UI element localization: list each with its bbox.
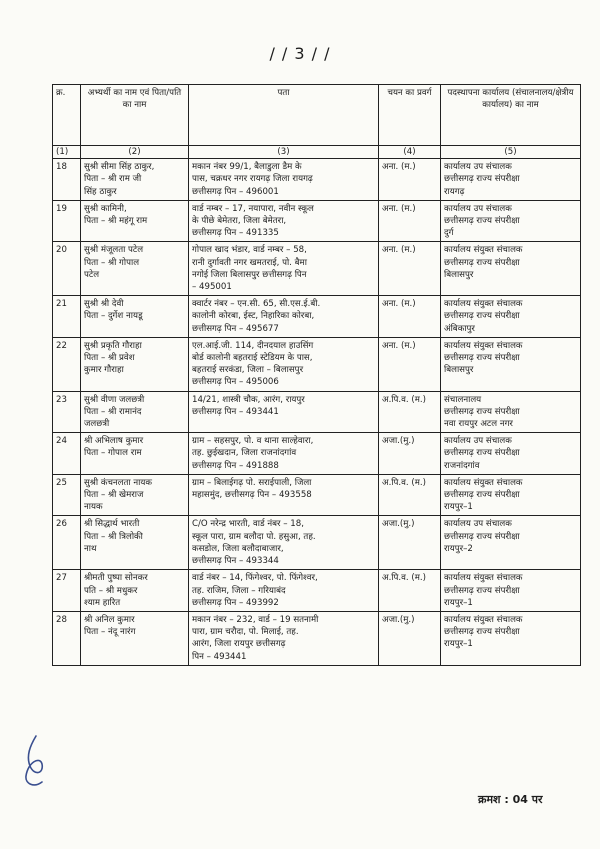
candidate-address: एल.आई.जी. 114, दीनदयाल हाउसिंग बोर्ड कालोनी बहतराई स्टेडियम के पास, बहतराई सरकंडा, जिला – बिलासपुर छत्तीसगढ़ पिन – 495006 — [189, 337, 379, 391]
candidate-name: सुश्री सीमा सिंह ठाकुर, पिता – श्री राम जी सिंह ठाकुर — [81, 159, 189, 201]
column-number-row — [53, 146, 581, 159]
candidate-name: श्री अभिलाष कुमार पिता – गोपाल राम — [81, 433, 189, 475]
candidate-address: वार्ड नंबर – 14, फिंगेश्वर, पो. फिंगेश्वर, तह. राजिम, जिला – गरियाबंद छत्तीसगढ़ पिन – 493992 — [189, 570, 379, 612]
candidate-name: श्री सिद्धार्थ भारती पिता – श्री त्रिलोकी नाथ — [81, 516, 189, 570]
row-sno: 22 — [53, 337, 81, 391]
posting-office: कार्यालय उप संचालक छत्तीसगढ़ राज्य संपरीक्षा रायगढ़ — [441, 159, 581, 201]
table-row — [53, 337, 581, 391]
table-row — [53, 200, 581, 242]
column-number: (4) — [379, 146, 441, 159]
table-row — [53, 391, 581, 433]
table-row — [53, 474, 581, 516]
column-number: (1) — [53, 146, 81, 159]
handwritten-signature — [18, 732, 54, 792]
selection-category: अजा.(मु.) — [379, 433, 441, 475]
row-sno: 18 — [53, 159, 81, 201]
posting-office: संचालनालय छत्तीसगढ़ राज्य संपरीक्षा नवा रायपुर अटल नगर — [441, 391, 581, 433]
row-sno: 24 — [53, 433, 81, 475]
row-sno: 23 — [53, 391, 81, 433]
column-number: (5) — [441, 146, 581, 159]
posting-office: कार्यालय उप संचालक छत्तीसगढ़ राज्य संपरीक्षा राजनांदगांव — [441, 433, 581, 475]
header-name: अभ्यर्थी का नाम एवं पिता/पति का नाम — [81, 85, 189, 146]
candidate-address: वार्ड नम्बर – 17, नयापारा, नवीन स्कूल के पीछे बेमेतरा, जिला बेमेतरा, छत्तीसगढ़ पिन – 491335 — [189, 200, 379, 242]
row-sno: 20 — [53, 242, 81, 296]
selection-category: अना. (म.) — [379, 242, 441, 296]
posting-office: कार्यालय संयुक्त संचालक छत्तीसगढ़ राज्य संपरीक्षा रायपुर–1 — [441, 611, 581, 665]
header-address: पता — [189, 85, 379, 146]
selection-category: अना. (म.) — [379, 337, 441, 391]
selection-category: अना. (म.) — [379, 159, 441, 201]
header-sno: क्र. — [53, 85, 81, 146]
row-sno: 26 — [53, 516, 81, 570]
column-number: (2) — [81, 146, 189, 159]
selection-category: अ.पि.व. (म.) — [379, 570, 441, 612]
candidate-address: मकान नंबर – 232, वार्ड – 19 सतनामी पारा, ग्राम चरौदा, पो. मिलाई, तह. आरंग, जिला रायपुर छत्तीसगढ़ पिन – 493441 — [189, 611, 379, 665]
table-row — [53, 242, 581, 296]
table-row — [53, 570, 581, 612]
row-sno: 21 — [53, 296, 81, 338]
posting-office: कार्यालय संयुक्त संचालक छत्तीसगढ़ राज्य संपरीक्षा रायपुर–1 — [441, 570, 581, 612]
row-sno: 28 — [53, 611, 81, 665]
candidate-name: श्रीमती पुष्पा सोनकर पति – श्री मधुकर श्याम हारित — [81, 570, 189, 612]
row-sno: 25 — [53, 474, 81, 516]
candidate-name: सुश्री कामिनी, पिता – श्री महंगू राम — [81, 200, 189, 242]
table-row — [53, 296, 581, 338]
candidate-address: ग्राम – बिलाईगढ़ पो. सराईपाली, जिला महासमुंद, छत्तीसगढ़ पिन – 493558 — [189, 474, 379, 516]
posting-office: कार्यालय संयुक्त संचालक छत्तीसगढ़ राज्य संपरीक्षा बिलासपुर — [441, 337, 581, 391]
selection-category: अ.पि.व. (म.) — [379, 391, 441, 433]
continued-note: क्रमश : 04 पर — [478, 793, 543, 806]
candidate-name: सुश्री श्री देवी पिता – दुर्गेश नायडू — [81, 296, 189, 338]
table-row — [53, 159, 581, 201]
selection-category: अजा.(मु.) — [379, 611, 441, 665]
table-row — [53, 611, 581, 665]
selection-category: अ.पि.व. (म.) — [379, 474, 441, 516]
header-category: चयन का प्रवर्ग — [379, 85, 441, 146]
candidate-name: श्री अनिल कुमार पिता – नंदू नारंग — [81, 611, 189, 665]
candidate-address: मकान नंबर 99/1, बैलाडुला डैम के पास, चक्रधर नगर रायगढ़ जिला रायगढ़ छत्तीसगढ़ पिन – 496001 — [189, 159, 379, 201]
candidate-address: ग्राम – सहसपुर, पो. व थाना साल्हेवारा, तह. छुईखदान, जिला राजनांदगांव छत्तीसगढ़ पिन – 491888 — [189, 433, 379, 475]
selection-category: अजा.(मु.) — [379, 516, 441, 570]
posting-office: कार्यालय संयुक्त संचालक छत्तीसगढ़ राज्य संपरीक्षा बिलासपुर — [441, 242, 581, 296]
posting-office: कार्यालय संयुक्त संचालक छत्तीसगढ़ राज्य संपरीक्षा रायपुर–1 — [441, 474, 581, 516]
page-number: / / 3 / / — [269, 44, 331, 63]
candidate-address: 14/21, शास्त्री चौक, आरंग, रायपुर छत्तीसगढ़ पिन – 493441 — [189, 391, 379, 433]
appointee-table — [52, 84, 581, 666]
candidate-name: सुश्री कंचनलता नायक पिता – श्री खेमराज नायक — [81, 474, 189, 516]
selection-category: अना. (म.) — [379, 296, 441, 338]
candidate-address: क्वार्टर नंबर – एन.सी. 65, सी.एस.ई.बी. कालोनी कोरबा, ईस्ट, निहारिका कोरबा, छत्तीसगढ़ पिन – 495677 — [189, 296, 379, 338]
column-number: (3) — [189, 146, 379, 159]
row-sno: 19 — [53, 200, 81, 242]
candidate-address: C/O नरेन्द्र भारती, वार्ड नंबर – 18, स्कूल पारा, ग्राम बलौदा पो. हसुआ, तह. कसडोल, जिला बलौदाबाजार, छत्तीसगढ़ पिन – 493344 — [189, 516, 379, 570]
posting-office: कार्यालय संयुक्त संचालक छत्तीसगढ़ राज्य संपरीक्षा अंबिकापुर — [441, 296, 581, 338]
posting-office: कार्यालय उप संचालक छत्तीसगढ़ राज्य संपरीक्षा रायपुर–2 — [441, 516, 581, 570]
candidate-address: गोपाल खाद भंडार, वार्ड नम्बर – 58, रानी दुर्गावती नगर खमतराई, पो. बैमा नगोई जिला बिलासपुर छत्तीसगढ़ पिन – 495001 — [189, 242, 379, 296]
table-header-row — [53, 85, 581, 146]
table-row — [53, 516, 581, 570]
candidate-name: सुश्री वीणा जलछत्री पिता – श्री रामानंद जलछत्री — [81, 391, 189, 433]
table-row — [53, 433, 581, 475]
candidate-name: सुश्री मंजूलता पटेल पिता – श्री गोपाल पटेल — [81, 242, 189, 296]
header-office: पदस्थापना कार्यालय (संचालनालय/क्षेत्रीय कार्यालय) का नाम — [441, 85, 581, 146]
posting-office: कार्यालय उप संचालक छत्तीसगढ़ राज्य संपरीक्षा दुर्ग — [441, 200, 581, 242]
selection-category: अना. (म.) — [379, 200, 441, 242]
candidate-name: सुश्री प्रकृति गौराहा पिता – श्री प्रवेश कुमार गौराहा — [81, 337, 189, 391]
row-sno: 27 — [53, 570, 81, 612]
